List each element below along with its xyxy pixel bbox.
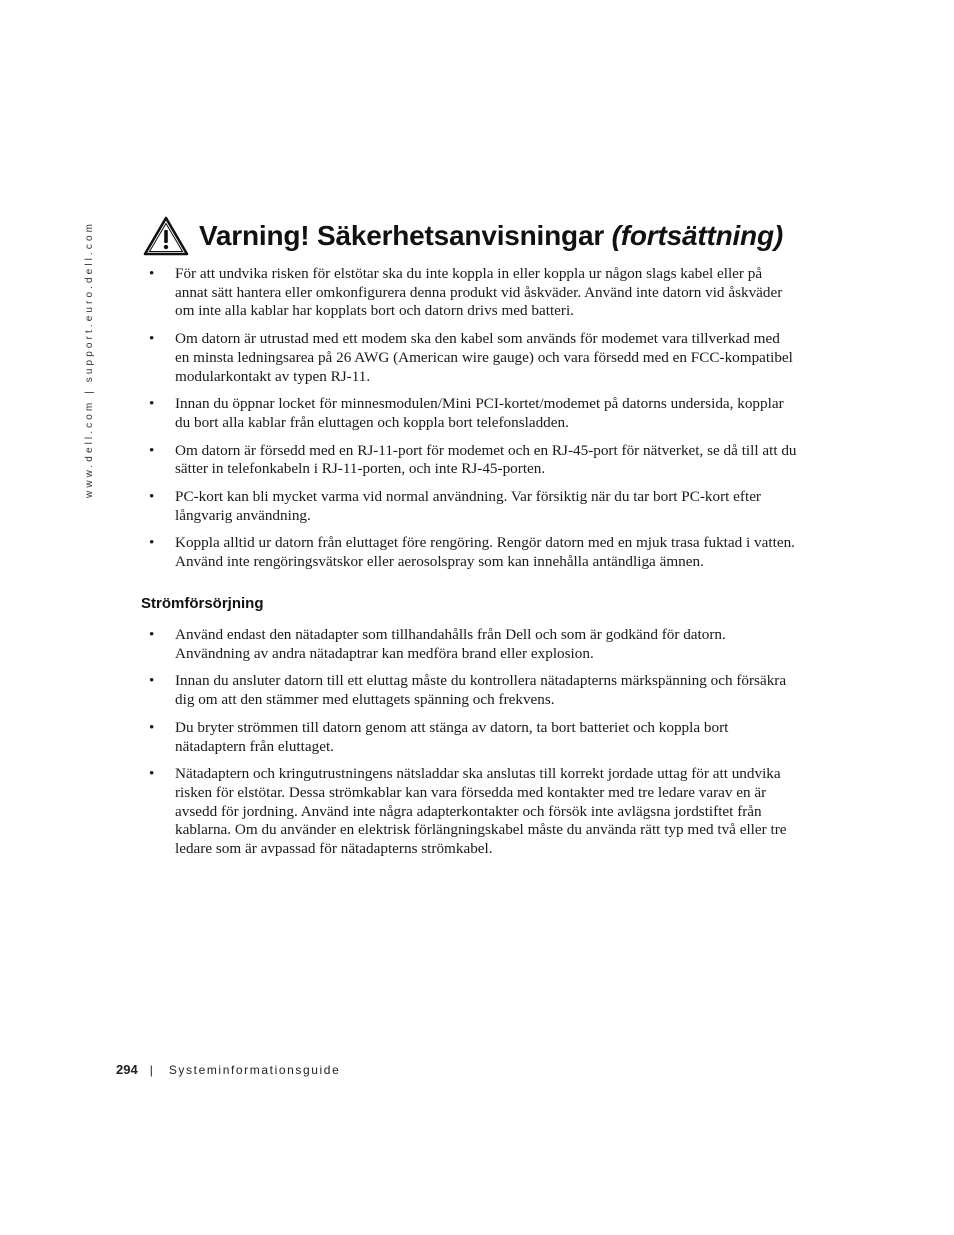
list-item <box>147 330 797 386</box>
warning-triangle-icon <box>143 216 189 256</box>
page-title <box>199 220 783 252</box>
list-item-text: Innan du öppnar locket för minnesmodulen/Mini PCI-kortet/modemet på datorns undersida, kopplar du bort alla kablar från eluttagen och koppla bort telefonsladden. <box>175 395 784 431</box>
bullet-icon: • <box>149 488 155 506</box>
power-list <box>147 626 797 868</box>
list-item <box>147 534 797 571</box>
bullet-icon: • <box>149 765 155 783</box>
list-item <box>147 672 797 709</box>
bullet-icon: • <box>149 330 155 348</box>
bullet-icon: • <box>149 395 155 413</box>
list-item-text: Om datorn är försedd med en RJ-11-port för modemet och en RJ-45-port för nätverket, se då till att du sätter in telefonkabeln i RJ-11-porten, och inte RJ-45-porten. <box>175 441 797 478</box>
bullet-icon: • <box>149 265 155 282</box>
footer-separator: | <box>149 1063 153 1077</box>
list-item <box>147 765 797 859</box>
list-item-text: Koppla alltid ur datorn från eluttaget före rengöring. Rengör datorn med en mjuk trasa fuktad i vatten. Använd inte rengöringsvätskor eller aerosolspray som kan innehålla antändliga ämnen. <box>175 534 795 571</box>
sidebar-url: www.dell.com | support.euro.dell.com <box>84 220 95 498</box>
bullet-icon: • <box>149 626 155 643</box>
list-item-text: Om datorn är utrustad med ett modem ska den kabel som används för modemet vara tillverkad med en minsta ledningsarea på 26 AWG (American wire gauge) och vara försedd med en FCC-kompatibel modularkontakt av typen RJ-11. <box>175 330 793 385</box>
bullet-icon: • <box>149 718 155 736</box>
list-item-text: Använd endast den nätadapter som tillhandahålls från Dell och som är godkänd för datorn. Användning av andra nätadaptrar kan medföra brand eller explosion. <box>175 626 726 662</box>
list-item-text: Nätadaptern och kringutrustningens nätsladdar ska anslutas till korrekt jordade uttag för att undvika risken för elstötar. Dessa strömkablar kan vara försedda med kontakter med tre ledare varav en är avsedd för jordning. Använd inte några adapterkontakter och försök inte avlägsna jordstiftet från kablarna. Om du använder en elektrisk förlängningskabel måste du använda rätt typ med två eller tre ledare som är avpassad för nätadapterns strömkabel. <box>175 765 787 858</box>
list-item <box>147 395 797 432</box>
page-number: 294 <box>116 1062 138 1077</box>
list-item <box>147 719 797 756</box>
list-item-text: Innan du ansluter datorn till ett eluttag måste du kontrollera nätadapterns märkspänning och försäkra dig om att den stämmer med eluttagets spänning och frekvens. <box>175 672 787 709</box>
power-section-title: Strömförsörjning <box>141 595 264 612</box>
list-item-text: PC-kort kan bli mycket varma vid normal användning. Var försiktig när du tar bort PC-kort efter långvarig användning. <box>175 488 761 524</box>
section-heading <box>143 216 783 256</box>
guide-title: Systeminformationsguide <box>168 1063 341 1077</box>
list-item <box>147 265 797 321</box>
page-title-main: Varning! Säkerhetsanvisningar <box>199 220 605 251</box>
list-item <box>147 442 797 479</box>
bullet-icon: • <box>149 441 155 459</box>
list-item-text: För att undvika risken för elstötar ska du inte koppla in eller koppla ur någon slags kabel eller på annat sätt hantera eller omkonfigurera denna produkt vid åskväder. Använd inte datorn vid åskväder om inte alla kablar har kopplats bort och datorn drivs med batteri. <box>175 265 783 320</box>
list-item <box>147 626 797 663</box>
safety-list <box>147 265 797 581</box>
bullet-icon: • <box>149 534 155 552</box>
list-item-text: Du bryter strömmen till datorn genom att stänga av datorn, ta bort batteriet och koppla bort nätadaptern från eluttaget. <box>175 718 729 755</box>
list-item <box>147 488 797 525</box>
bullet-icon: • <box>149 672 155 690</box>
page-footer <box>116 1062 340 1077</box>
page-title-continuation: (fortsättning) <box>611 220 783 251</box>
